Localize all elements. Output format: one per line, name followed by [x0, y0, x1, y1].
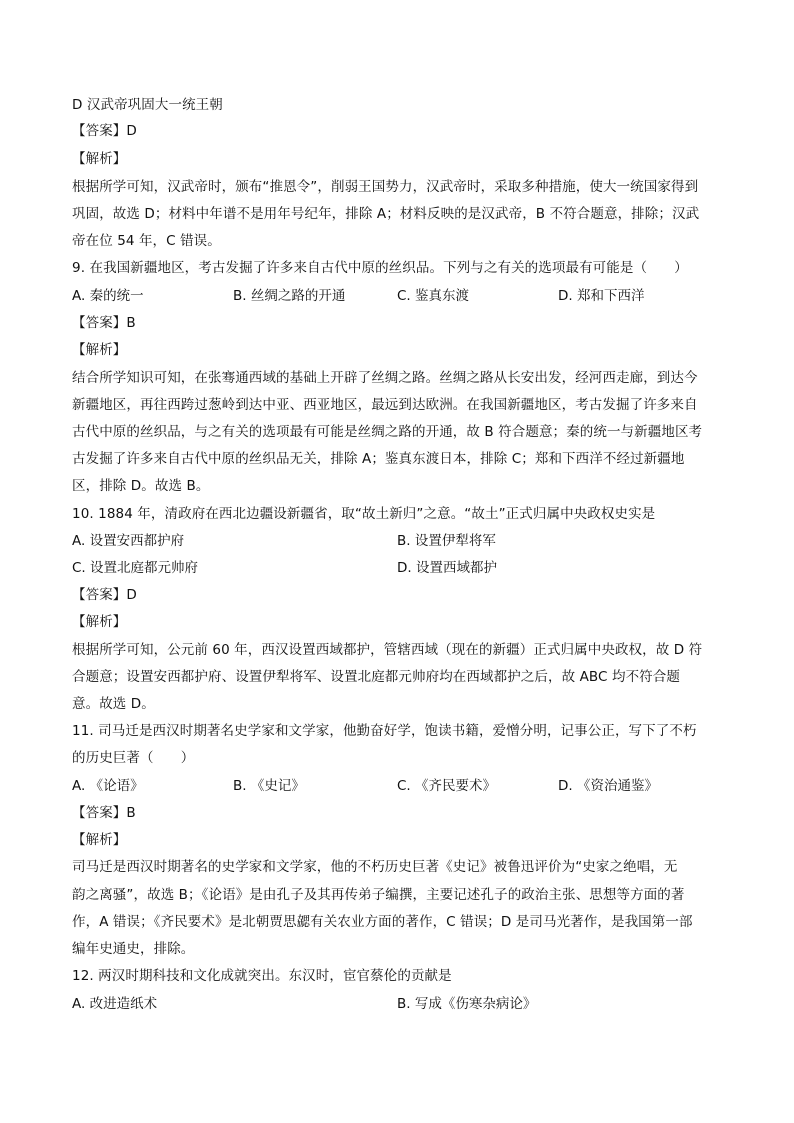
q9-option-b: B. 丝绸之路的开通: [233, 288, 346, 304]
q8-answer: 【答案】D: [72, 123, 137, 139]
q10-option-d: D. 设置西域都护: [397, 560, 497, 576]
q11-stem-line: 11. 司马迁是西汉时期著名史学家和文学家，他勤奋好学，饱读书籍，爱憎分明，记事公正，写下了不朽: [72, 723, 697, 739]
q11-analysis-line: 司马迁是西汉时期著名的史学家和文学家，他的不朽历史巨著《史记》被鲁迅评价为“史家之绝唱，无: [72, 859, 678, 875]
q12-option-b: B. 写成《伤寒杂病论》: [397, 996, 537, 1012]
q9-option-d: D. 郑和下西洋: [558, 288, 645, 304]
q8-analysis-line: 帝在位 54 年，C 错误。: [72, 233, 221, 249]
q11-option-c: C. 《齐民要术》: [397, 778, 497, 794]
q8-analysis-line: 巩固，故选 D；材料中年谱不是用年号纪年，排除 A；材料反映的是汉武帝，B 不符合题意，排除；汉武: [72, 206, 700, 222]
q11-analysis-line: 作，A 错误；《齐民要术》是北朝贾思勰有关农业方面的著作，C 错误；D 是司马光著作，是我国第一部: [72, 914, 693, 930]
q10-analysis-line: 根据所学可知，公元前 60 年，西汉设置西域都护，管辖西域（现在的新疆）正式归属中央政权，故 D 符: [72, 642, 703, 658]
q9-option-a: A. 秦的统一: [72, 288, 144, 304]
q8-analysis-line: 根据所学可知，汉武帝时，颁布“推恩令”，削弱王国势力，汉武帝时，采取多种措施，使大一统国家得到: [72, 179, 699, 195]
q10-option-b: B. 设置伊犁将军: [397, 533, 496, 549]
q11-analysis-label: 【解析】: [72, 832, 127, 848]
q10-answer: 【答案】D: [72, 587, 137, 603]
q10-option-a: A. 设置安西都护府: [72, 533, 185, 549]
q11-answer: 【答案】B: [72, 805, 136, 821]
q9-answer: 【答案】B: [72, 315, 136, 331]
q11-option-a: A. 《论语》: [72, 778, 144, 794]
q9-stem: 9. 在我国新疆地区，考古发掘了许多来自古代中原的丝织品。下列与之有关的选项最有可能是（ ）: [72, 260, 688, 276]
q9-analysis-line: 区，排除 D。故选 B。: [72, 478, 210, 494]
q8-analysis-label: 【解析】: [72, 151, 127, 167]
q10-analysis-line: 意。故选 D。: [72, 696, 155, 712]
q9-analysis-label: 【解析】: [72, 342, 127, 358]
q11-analysis-line: 韵之离骚”，故选 B；《论语》是由孔子及其再传弟子编撰，主要记述孔子的政治主张、思想等方面的著: [72, 887, 685, 903]
q9-analysis-line: 古发掘了许多来自古代中原的丝织品无关，排除 A；鉴真东渡日本，排除 C；郑和下西洋不经过新疆地: [72, 451, 685, 467]
q11-option-d: D. 《资治通鉴》: [558, 778, 658, 794]
q10-analysis-line: 合题意；设置安西都护府、设置伊犁将军、设置北庭都元帅府均在西域都护之后，故 ABC 均不符合题: [72, 669, 680, 685]
q11-option-b: B. 《史记》: [233, 778, 305, 794]
q9-analysis-line: 古代中原的丝织品，与之有关的选项最有可能是丝绸之路的开通，故 B 符合题意；秦的统一与新疆地区考: [72, 424, 703, 440]
q10-analysis-label: 【解析】: [72, 614, 127, 630]
q9-option-c: C. 鉴真东渡: [397, 288, 470, 304]
q11-stem-line: 的历史巨著（ ）: [72, 750, 195, 766]
q10-stem: 10. 1884 年，清政府在西北边疆设新疆省，取“故土新归”之意。“故土”正式归属中央政权史实是: [72, 506, 656, 522]
q9-analysis-line: 新疆地区，再往西跨过葱岭到达中亚、西亚地区，最远到达欧洲。在我国新疆地区，考古发掘了许多来自: [72, 397, 698, 413]
q11-analysis-line: 编年史通史，排除。: [72, 941, 195, 957]
q12-stem: 12. 两汉时期科技和文化成就突出。东汉时，宦官蔡伦的贡献是: [72, 968, 452, 984]
q9-analysis-line: 结合所学知识可知，在张骞通西域的基础上开辟了丝绸之路。丝绸之路从长安出发，经河西走廊，到达今: [72, 370, 698, 386]
q12-option-a: A. 改进造纸术: [72, 996, 158, 1012]
q8-option-d: D 汉武帝巩固大一统王朝: [72, 97, 223, 113]
q10-option-c: C. 设置北庭都元帅府: [72, 560, 199, 576]
